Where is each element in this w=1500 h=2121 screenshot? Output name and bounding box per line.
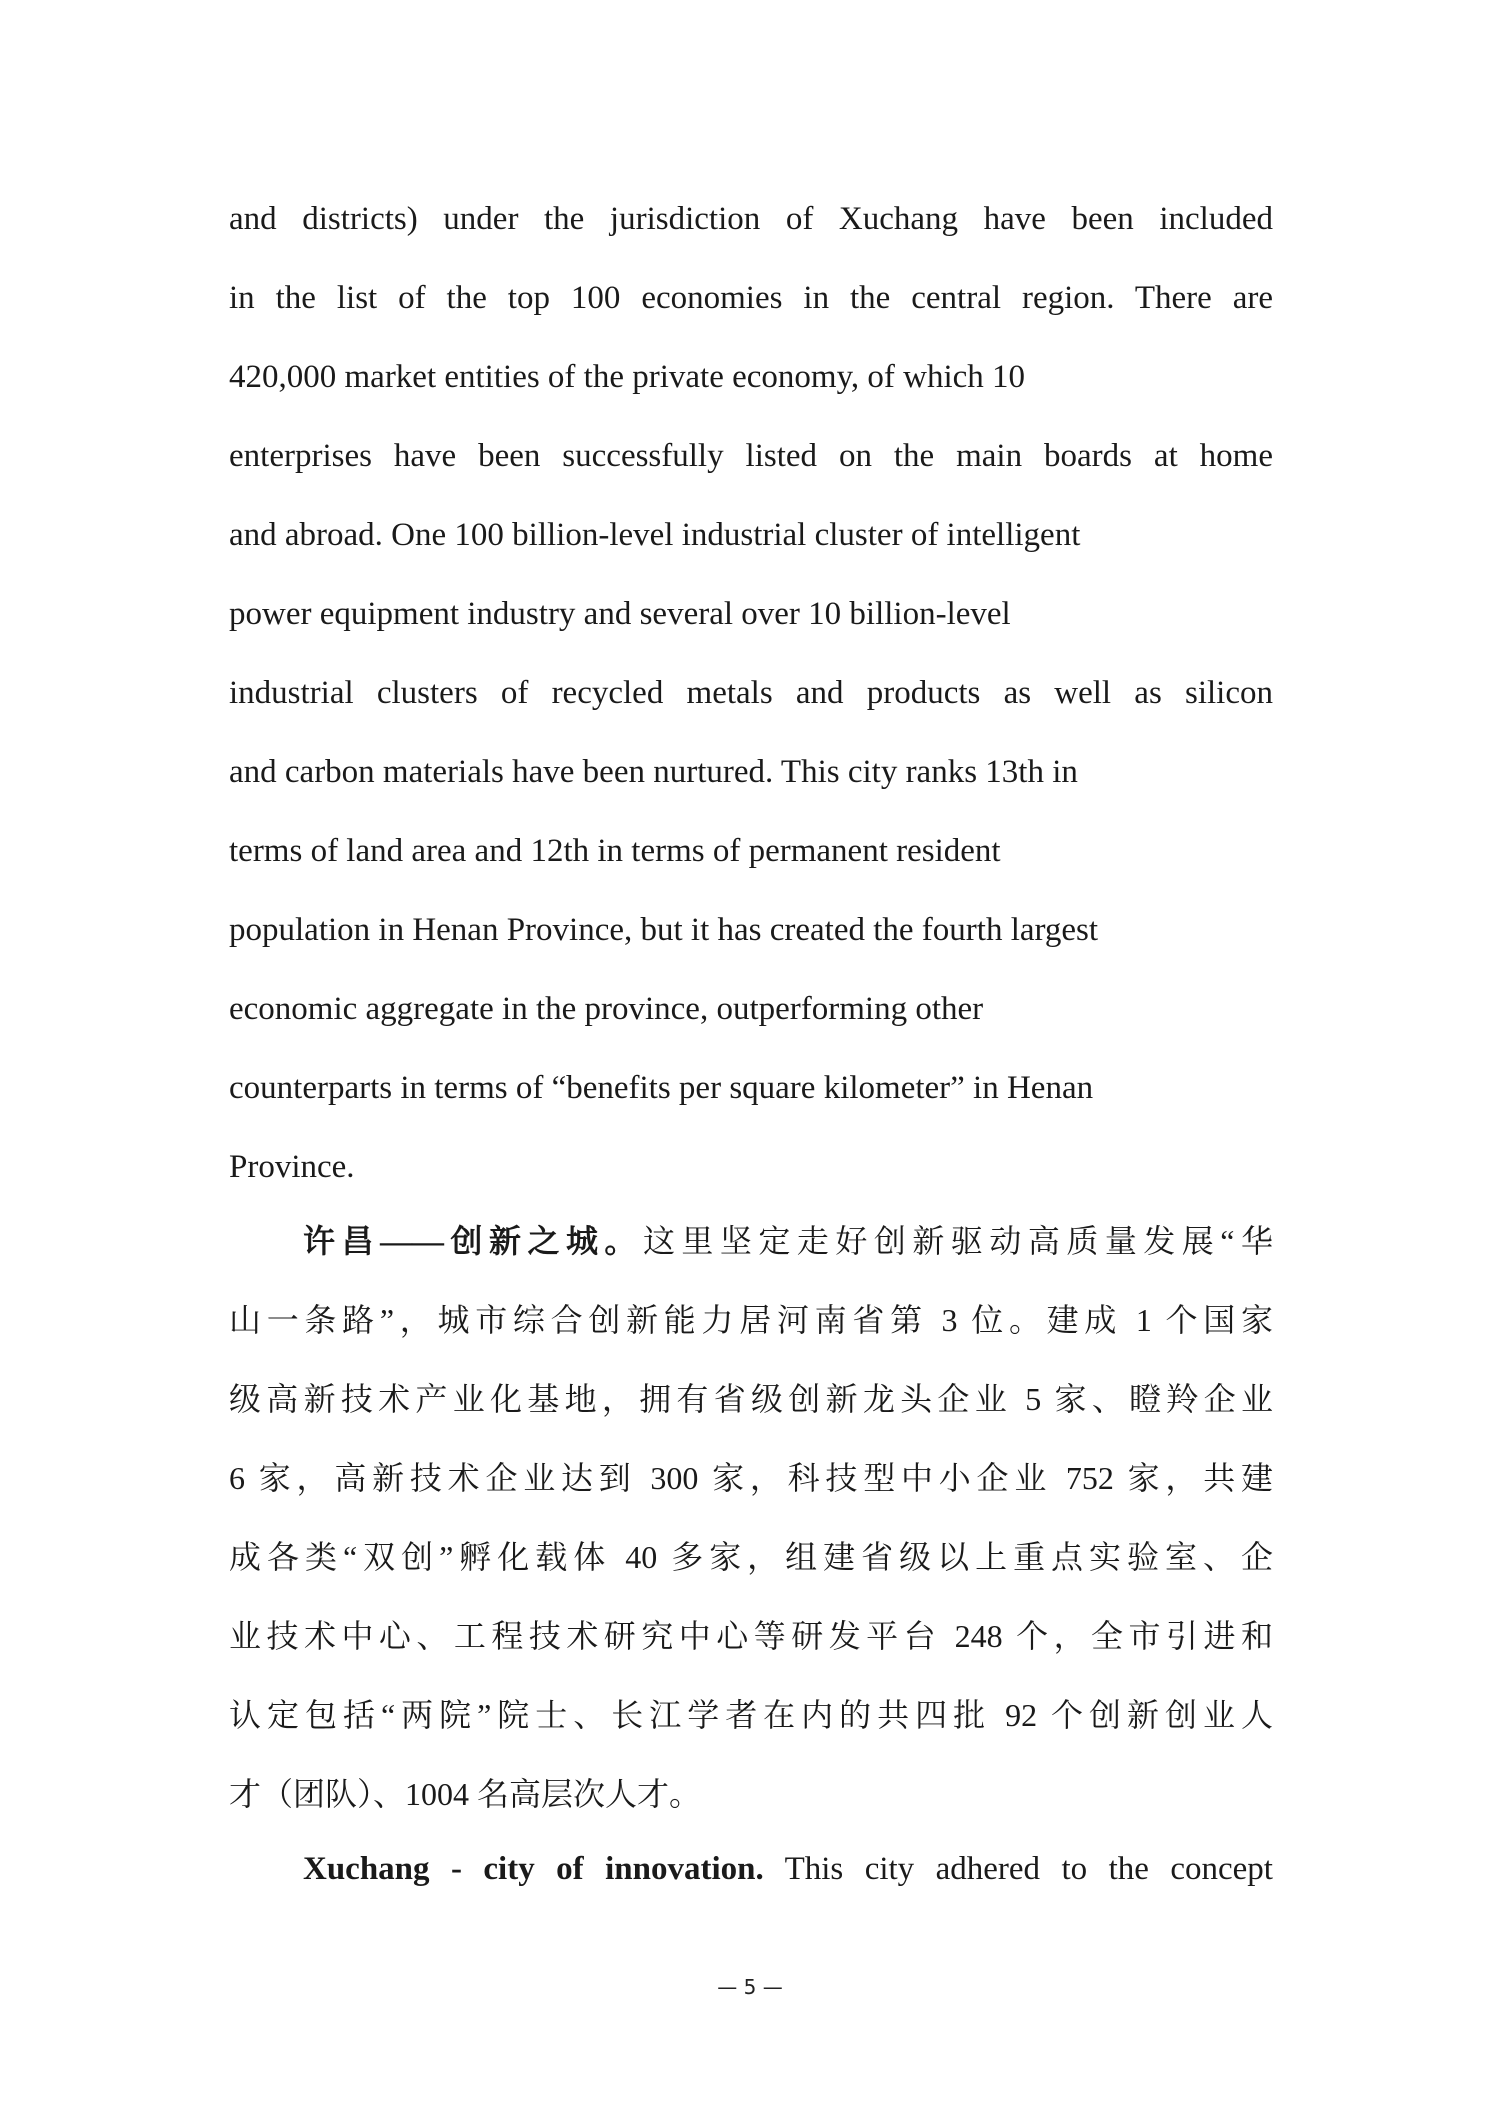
text-line: economic aggregate in the province, outperforming other xyxy=(229,991,984,1027)
text-line: industrial clusters of recycled metals and products as well as silicon xyxy=(229,675,1273,711)
text-line: in the list of the top 100 economies in the central region. There are xyxy=(229,280,1273,316)
text-line xyxy=(229,1202,1273,1281)
text-line xyxy=(229,1830,1273,1909)
text-line: population in Henan Province, but it has created the fourth largest xyxy=(229,912,1099,948)
text-line: Province. xyxy=(229,1149,355,1185)
text-line: and carbon materials have been nurtured. This city ranks 13th in xyxy=(229,754,1078,790)
text-line: enterprises have been successfully listed on the main boards at home xyxy=(229,438,1273,474)
page-number: — 5 — xyxy=(717,1975,783,1999)
text-line: and abroad. One 100 billion-level industrial cluster of intelligent xyxy=(229,517,1081,553)
english-paragraph-innovation xyxy=(229,1830,1273,1909)
text-run: This city adhered to the concept xyxy=(763,1851,1273,1887)
text-line: 420,000 market entities of the private economy, of which 10 xyxy=(229,359,1026,395)
text-line: terms of land area and 12th in terms of permanent resident xyxy=(229,833,1001,869)
text-line: 山一条路”，城市综合创新能力居河南省第 3 位。建成 1 个国家 xyxy=(229,1302,1273,1338)
text-run: 这里坚定走好创新驱动高质量发展“华 xyxy=(642,1223,1273,1259)
text-line: and districts) under the jurisdiction of Xuchang have been included xyxy=(229,201,1273,237)
english-paragraph-continued xyxy=(229,180,1273,1207)
text-line: 6 家，高新技术企业达到 300 家，科技型中小企业 752 家，共建 xyxy=(229,1460,1273,1496)
text-line: counterparts in terms of “benefits per square kilometer” in Henan xyxy=(229,1070,1094,1106)
chinese-paragraph xyxy=(229,1202,1273,1834)
text-line: 认定包括“两院”院士、长江学者在内的共四批 92 个创新创业人 xyxy=(229,1697,1273,1733)
text-line: 级高新技术产业化基地，拥有省级创新龙头企业 5 家、瞪羚企业 xyxy=(229,1381,1273,1417)
paragraph-heading: 许昌——创新之城。 xyxy=(303,1223,643,1259)
text-line: 业技术中心、工程技术研究中心等研发平台 248 个，全市引进和 xyxy=(229,1618,1273,1654)
text-line: power equipment industry and several over 10 billion-level xyxy=(229,596,1011,632)
paragraph-heading: Xuchang - city of innovation. xyxy=(303,1851,764,1887)
text-line: 成各类“双创”孵化载体 40 多家，组建省级以上重点实验室、企 xyxy=(229,1539,1273,1575)
text-line: 才（团队）、1004 名高层次人才。 xyxy=(229,1776,702,1812)
